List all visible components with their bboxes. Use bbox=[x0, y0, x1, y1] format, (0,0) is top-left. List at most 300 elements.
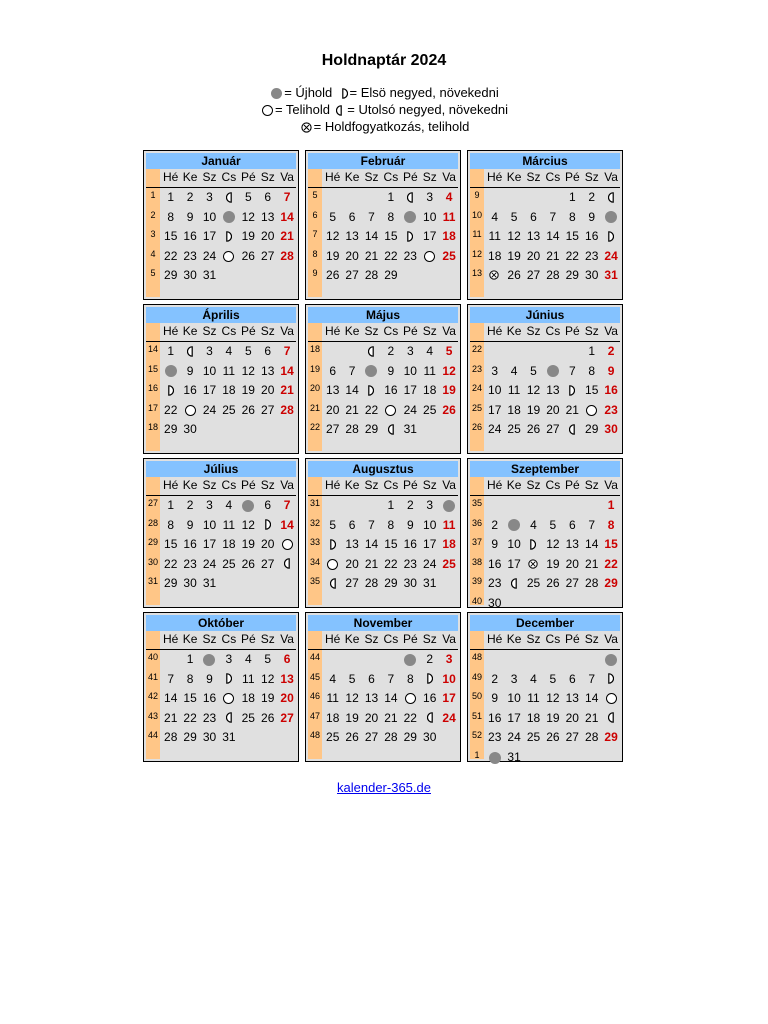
day-cell: 14 bbox=[280, 209, 294, 224]
week-number: 44 bbox=[309, 652, 320, 662]
day-cell: 12 bbox=[546, 691, 560, 706]
day-cell: 8 bbox=[607, 517, 615, 532]
weekday-header: Va bbox=[280, 170, 294, 184]
first-quarter-icon bbox=[530, 539, 536, 550]
day-cell: 22 bbox=[604, 556, 618, 571]
day-cell: 7 bbox=[368, 209, 375, 224]
day-cell: 19 bbox=[241, 229, 255, 244]
day-cell: 21 bbox=[546, 248, 560, 263]
day-cell: 20 bbox=[565, 710, 579, 725]
weekday-header: Sz bbox=[260, 632, 275, 646]
moon-phase-cell bbox=[401, 650, 420, 669]
day-cell: 29 bbox=[364, 422, 379, 437]
day-cell: 26 bbox=[507, 268, 521, 283]
day-cell: 8 bbox=[588, 363, 596, 378]
day-cell: 18 bbox=[526, 710, 541, 725]
full-moon-icon bbox=[185, 405, 196, 416]
weekday-header: Pé bbox=[564, 478, 580, 492]
week-number: 9 bbox=[312, 268, 318, 279]
day-cell: 16 bbox=[488, 710, 502, 725]
day-cell: 16 bbox=[585, 229, 599, 244]
week-number: 34 bbox=[309, 556, 320, 567]
day-cell: 17 bbox=[202, 537, 217, 552]
day-cell: 2 bbox=[406, 498, 414, 512]
day-cell: 5 bbox=[530, 363, 537, 378]
full-moon-icon bbox=[223, 251, 234, 262]
day-cell: 23 bbox=[202, 710, 217, 725]
week-number: 8 bbox=[312, 248, 318, 259]
last-quarter-icon bbox=[608, 712, 614, 723]
first-quarter-icon bbox=[265, 519, 271, 530]
weekday-header: Va bbox=[442, 478, 456, 492]
week-number: 30 bbox=[147, 556, 158, 567]
day-cell: 27 bbox=[261, 248, 275, 263]
day-cell: 4 bbox=[426, 344, 434, 358]
day-cell: 6 bbox=[530, 209, 537, 224]
first-quarter-icon bbox=[226, 673, 232, 684]
day-cell: 3 bbox=[510, 671, 518, 686]
moon-phase-cell bbox=[485, 748, 504, 767]
day-cell: 25 bbox=[423, 402, 437, 417]
day-cell: 11 bbox=[527, 691, 540, 706]
legend-line-1 bbox=[0, 84, 768, 101]
weekday-header: Cs bbox=[545, 632, 561, 646]
weekday-header: Sz bbox=[364, 632, 379, 646]
day-cell: 29 bbox=[164, 268, 178, 283]
week-number: 39 bbox=[471, 576, 482, 587]
weekday-header: Va bbox=[604, 632, 618, 646]
header-divider bbox=[470, 649, 620, 650]
weekday-header: Ke bbox=[182, 324, 198, 338]
day-cell: 11 bbox=[326, 691, 339, 706]
day-cell: 27 bbox=[364, 730, 379, 745]
day-cell: 10 bbox=[423, 209, 437, 224]
weekday-header: Ke bbox=[506, 170, 522, 184]
weekday-header: Pé bbox=[564, 324, 580, 338]
weekday-header: Cs bbox=[545, 478, 561, 492]
day-cell: 28 bbox=[345, 422, 359, 437]
moon-phase-cell bbox=[323, 535, 342, 554]
weekday-header: Cs bbox=[383, 478, 399, 492]
day-cell: 31 bbox=[403, 422, 417, 437]
day-cell: 6 bbox=[348, 517, 356, 532]
day-cell: 20 bbox=[546, 402, 560, 417]
day-cell: 4 bbox=[329, 671, 337, 686]
moon-phase-cell bbox=[582, 401, 601, 420]
weekday-header: Va bbox=[280, 478, 294, 492]
day-cell: 19 bbox=[507, 248, 521, 263]
weekday-header: Sz bbox=[584, 170, 599, 184]
day-cell: 4 bbox=[510, 363, 518, 378]
last-quarter-icon bbox=[511, 578, 517, 589]
day-cell: 25 bbox=[507, 422, 521, 437]
day-cell: 26 bbox=[526, 422, 541, 437]
day-cell: 23 bbox=[604, 402, 618, 417]
day-cell: 30 bbox=[202, 730, 217, 745]
day-cell: 21 bbox=[364, 556, 379, 571]
day-cell: 11 bbox=[222, 363, 236, 378]
week-number: 21 bbox=[309, 402, 320, 413]
day-cell: 5 bbox=[329, 517, 337, 532]
new-moon-icon bbox=[489, 752, 501, 764]
day-cell: 19 bbox=[546, 556, 560, 571]
day-cell: 16 bbox=[488, 556, 502, 571]
week-number: 5 bbox=[312, 190, 318, 200]
day-cell: 9 bbox=[206, 671, 213, 686]
day-cell: 12 bbox=[241, 517, 255, 532]
day-cell: 23 bbox=[403, 248, 417, 263]
day-cell: 30 bbox=[183, 422, 197, 437]
day-cell: 26 bbox=[546, 730, 560, 745]
day-cell: 29 bbox=[164, 576, 178, 591]
day-cell: 24 bbox=[202, 556, 217, 571]
day-cell: 20 bbox=[261, 229, 275, 244]
first-quarter-icon bbox=[330, 539, 336, 550]
day-cell: 20 bbox=[261, 537, 275, 552]
moon-phase-cell bbox=[161, 362, 180, 381]
month-name: Június bbox=[470, 307, 620, 323]
week-number: 16 bbox=[147, 383, 158, 394]
day-cell: 23 bbox=[488, 730, 502, 745]
day-cell: 18 bbox=[241, 691, 255, 706]
day-cell: 10 bbox=[423, 517, 437, 532]
week-number: 47 bbox=[309, 710, 320, 721]
weekday-header: Cs bbox=[383, 632, 399, 646]
weekday-header: Cs bbox=[221, 324, 237, 338]
day-cell: 15 bbox=[585, 383, 599, 398]
day-cell: 6 bbox=[264, 344, 272, 358]
day-cell: 30 bbox=[604, 422, 618, 437]
new-moon-icon bbox=[242, 500, 254, 512]
day-cell: 11 bbox=[507, 383, 521, 398]
day-cell: 15 bbox=[164, 537, 178, 552]
day-cell: 29 bbox=[384, 268, 398, 283]
week-number: 26 bbox=[471, 422, 482, 433]
lunar-eclipse-icon bbox=[528, 559, 538, 569]
first-quarter-icon bbox=[608, 673, 614, 684]
weekday-header: Cs bbox=[221, 478, 237, 492]
day-cell: 26 bbox=[241, 248, 255, 263]
day-cell: 27 bbox=[345, 576, 359, 591]
day-cell: 15 bbox=[384, 537, 398, 552]
day-cell: 12 bbox=[546, 537, 560, 552]
day-cell: 11 bbox=[423, 363, 436, 378]
day-cell: 31 bbox=[507, 750, 521, 764]
day-cell: 25 bbox=[442, 556, 456, 571]
month-name: Március bbox=[470, 153, 620, 169]
day-cell: 6 bbox=[329, 363, 337, 378]
day-cell: 23 bbox=[403, 556, 417, 571]
moon-phase-cell bbox=[219, 247, 238, 266]
day-cell: 5 bbox=[244, 190, 252, 204]
day-cell: 18 bbox=[326, 710, 340, 725]
day-cell: 1 bbox=[387, 190, 395, 204]
moon-phase-cell bbox=[219, 689, 238, 708]
month-name: Július bbox=[146, 461, 296, 477]
moon-phase-cell bbox=[258, 516, 277, 535]
day-cell: 19 bbox=[546, 710, 560, 725]
weekday-header: Va bbox=[442, 170, 456, 184]
weekday-header: Sz bbox=[584, 324, 599, 338]
day-cell: 13 bbox=[280, 671, 294, 686]
day-cell: 13 bbox=[546, 383, 560, 398]
weekday-header: Va bbox=[280, 632, 294, 646]
moon-phase-cell bbox=[219, 188, 238, 207]
day-cell: 16 bbox=[183, 229, 197, 244]
weekday-header: Pé bbox=[240, 170, 256, 184]
day-cell: 21 bbox=[585, 710, 599, 725]
week-number: 43 bbox=[147, 710, 158, 721]
day-cell: 8 bbox=[186, 671, 194, 686]
calendar-grid bbox=[143, 150, 626, 765]
day-cell: 24 bbox=[507, 730, 521, 745]
day-cell: 21 bbox=[565, 402, 579, 417]
day-cell: 24 bbox=[403, 402, 417, 417]
day-cell: 26 bbox=[442, 402, 456, 417]
day-cell: 2 bbox=[426, 652, 434, 666]
day-cell: 7 bbox=[167, 671, 175, 686]
week-number: 45 bbox=[309, 671, 320, 682]
day-cell: 21 bbox=[164, 710, 178, 725]
day-cell: 4 bbox=[225, 498, 233, 512]
day-cell: 23 bbox=[585, 248, 599, 263]
week-number: 14 bbox=[147, 344, 158, 354]
day-cell: 13 bbox=[345, 229, 359, 244]
moon-phase-cell bbox=[381, 401, 400, 420]
week-number: 49 bbox=[471, 671, 482, 682]
legend-eclipse: = Holdfogyatkozás, telihold bbox=[313, 119, 470, 134]
day-cell: 28 bbox=[280, 248, 294, 263]
day-cell: 20 bbox=[345, 248, 359, 263]
month-block bbox=[467, 612, 623, 762]
day-cell: 4 bbox=[491, 209, 499, 224]
day-cell: 11 bbox=[442, 517, 456, 532]
day-cell: 17 bbox=[442, 691, 456, 706]
day-cell: 27 bbox=[326, 422, 340, 437]
week-number: 3 bbox=[150, 229, 156, 240]
weekday-header: Sz bbox=[202, 170, 217, 184]
day-cell: 17 bbox=[423, 229, 437, 244]
day-cell: 14 bbox=[585, 537, 599, 552]
day-cell: 8 bbox=[167, 209, 175, 224]
day-cell: 13 bbox=[261, 209, 275, 224]
last-quarter-icon bbox=[569, 424, 575, 435]
day-cell: 7 bbox=[588, 517, 596, 532]
day-cell: 9 bbox=[491, 537, 499, 552]
month-name: Január bbox=[146, 153, 296, 169]
day-cell: 28 bbox=[364, 576, 379, 591]
weekday-header: Cs bbox=[221, 170, 237, 184]
moon-phase-cell bbox=[219, 227, 238, 246]
weekday-header: Ke bbox=[506, 324, 522, 338]
day-cell: 22 bbox=[403, 710, 417, 725]
day-cell: 22 bbox=[565, 248, 579, 263]
day-cell: 5 bbox=[348, 671, 356, 686]
week-number: 48 bbox=[471, 652, 482, 662]
day-cell: 21 bbox=[364, 248, 379, 263]
week-number: 33 bbox=[309, 537, 320, 548]
week-number: 31 bbox=[147, 576, 158, 587]
weekday-header: Ke bbox=[344, 324, 360, 338]
day-cell: 10 bbox=[507, 691, 521, 706]
day-cell: 27 bbox=[261, 402, 275, 417]
day-cell: 19 bbox=[345, 710, 359, 725]
day-cell: 14 bbox=[546, 229, 560, 244]
day-cell: 7 bbox=[588, 671, 596, 686]
moon-phase-cell bbox=[543, 362, 562, 381]
last-quarter-icon bbox=[388, 424, 394, 435]
moon-phase-cell bbox=[420, 709, 439, 728]
weekday-header: Va bbox=[604, 324, 618, 338]
weekday-header: Sz bbox=[364, 478, 379, 492]
day-cell: 28 bbox=[585, 730, 599, 745]
week-number: 27 bbox=[147, 498, 158, 508]
day-cell: 18 bbox=[488, 248, 502, 263]
day-cell: 7 bbox=[387, 671, 395, 686]
day-cell: 29 bbox=[604, 730, 618, 745]
day-cell: 1 bbox=[167, 344, 175, 358]
day-cell: 2 bbox=[387, 344, 395, 358]
weekday-header: Pé bbox=[240, 478, 256, 492]
day-cell: 19 bbox=[241, 383, 255, 398]
moon-phase-cell bbox=[601, 689, 620, 708]
day-cell: 6 bbox=[264, 190, 272, 204]
week-number: 1 bbox=[150, 190, 156, 200]
day-cell: 16 bbox=[384, 383, 398, 398]
day-cell: 25 bbox=[222, 556, 236, 571]
weekday-header: Sz bbox=[422, 324, 437, 338]
day-cell: 17 bbox=[423, 537, 437, 552]
day-cell: 11 bbox=[488, 229, 501, 244]
moon-phase-cell bbox=[601, 670, 620, 689]
day-cell: 23 bbox=[488, 576, 502, 591]
week-number: 51 bbox=[471, 710, 482, 721]
moon-phase-cell bbox=[219, 208, 238, 227]
weekday-header: Sz bbox=[422, 478, 437, 492]
day-cell: 10 bbox=[202, 363, 217, 378]
month-block bbox=[143, 458, 299, 608]
day-cell: 4 bbox=[530, 517, 537, 532]
day-cell: 28 bbox=[546, 268, 560, 283]
moon-phase-cell bbox=[504, 574, 523, 593]
day-cell: 12 bbox=[442, 363, 456, 378]
moon-phase-cell bbox=[401, 208, 420, 227]
weekday-header: Sz bbox=[526, 170, 541, 184]
day-cell: 3 bbox=[206, 190, 213, 204]
day-cell: 2 bbox=[186, 498, 194, 512]
weekday-header: Ke bbox=[344, 170, 360, 184]
day-cell: 7 bbox=[283, 498, 291, 512]
week-number: 22 bbox=[309, 422, 320, 433]
day-cell: 15 bbox=[183, 691, 197, 706]
day-cell: 2 bbox=[607, 344, 615, 358]
first-quarter-icon bbox=[226, 231, 232, 242]
day-cell: 8 bbox=[387, 517, 395, 532]
day-cell: 16 bbox=[183, 383, 197, 398]
last-quarter-icon bbox=[284, 558, 290, 569]
full-moon-icon bbox=[223, 693, 234, 704]
day-cell: 8 bbox=[568, 209, 576, 224]
day-cell: 26 bbox=[261, 710, 275, 725]
day-cell: 14 bbox=[364, 229, 379, 244]
day-cell: 25 bbox=[241, 710, 255, 725]
day-cell: 1 bbox=[167, 498, 175, 512]
month-block bbox=[305, 304, 461, 454]
day-cell: 7 bbox=[368, 517, 375, 532]
day-cell: 25 bbox=[526, 730, 541, 745]
day-cell: 8 bbox=[406, 671, 414, 686]
weekday-header: Ke bbox=[182, 632, 198, 646]
day-cell: 14 bbox=[364, 537, 379, 552]
day-cell: 29 bbox=[604, 576, 618, 591]
week-number: 6 bbox=[312, 209, 318, 220]
weekday-header: Hé bbox=[325, 632, 341, 646]
week-number: 31 bbox=[309, 498, 320, 508]
weekday-header: Sz bbox=[526, 632, 541, 646]
day-cell: 9 bbox=[186, 517, 194, 532]
weekday-header: Cs bbox=[383, 324, 399, 338]
weekday-header: Sz bbox=[584, 478, 599, 492]
day-cell: 7 bbox=[283, 190, 291, 204]
day-cell: 24 bbox=[202, 248, 217, 263]
weekday-header: Sz bbox=[260, 478, 275, 492]
new-moon-icon bbox=[404, 211, 416, 223]
legend-first: = Elsö negyed, növekedni bbox=[349, 85, 499, 100]
day-cell: 22 bbox=[164, 248, 178, 263]
day-cell: 5 bbox=[264, 652, 272, 666]
weekday-header: Pé bbox=[564, 170, 580, 184]
new-moon-icon bbox=[165, 365, 177, 377]
weekday-header: Ke bbox=[344, 632, 360, 646]
weekday-header: Sz bbox=[584, 632, 599, 646]
week-number: 48 bbox=[309, 730, 320, 741]
first-quarter-icon bbox=[569, 385, 575, 396]
last-quarter-icon bbox=[368, 346, 374, 357]
week-number: 15 bbox=[147, 363, 158, 374]
legend-line-3 bbox=[0, 118, 768, 135]
day-cell: 13 bbox=[364, 691, 379, 706]
week-number: 46 bbox=[309, 691, 320, 702]
month-block bbox=[305, 150, 461, 300]
weekday-header: Pé bbox=[564, 632, 580, 646]
day-cell: 17 bbox=[202, 383, 217, 398]
weekday-header: Hé bbox=[487, 170, 503, 184]
month-name: Április bbox=[146, 307, 296, 323]
day-cell: 25 bbox=[222, 402, 236, 417]
day-cell: 30 bbox=[488, 596, 502, 610]
month-name: Február bbox=[308, 153, 458, 169]
day-cell: 4 bbox=[530, 671, 537, 686]
month-block bbox=[467, 150, 623, 300]
moon-phase-cell bbox=[381, 420, 400, 439]
day-cell: 28 bbox=[585, 576, 599, 591]
moon-phase-cell bbox=[362, 381, 381, 400]
day-cell: 16 bbox=[423, 691, 437, 706]
day-cell: 5 bbox=[549, 671, 557, 686]
moon-phase-cell bbox=[401, 689, 420, 708]
day-cell: 20 bbox=[345, 556, 359, 571]
weekday-header: Sz bbox=[202, 324, 217, 338]
full-moon-icon bbox=[385, 405, 396, 416]
day-cell: 18 bbox=[442, 537, 456, 552]
day-cell: 13 bbox=[345, 537, 359, 552]
footer-link[interactable]: kalender-365.de bbox=[337, 780, 431, 795]
week-number: 32 bbox=[309, 517, 320, 528]
first-quarter-icon bbox=[168, 385, 174, 396]
legend-full: = Telihold bbox=[274, 102, 330, 117]
full-moon-icon bbox=[282, 539, 293, 550]
day-cell: 27 bbox=[546, 422, 560, 437]
